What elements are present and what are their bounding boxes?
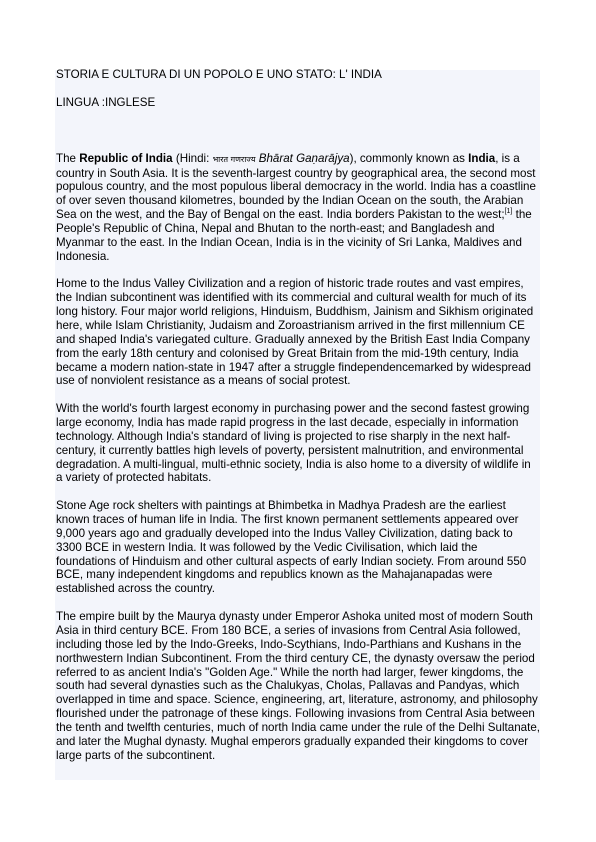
intro-body-2: the People's Republic of China, Nepal and Bhutan to the north-east; and Bangladesh and Myanmar to the east. In the Indian Ocean, India is in the vicinity of Sri Lanka, Maldives and Indonesia. [56,208,532,263]
india-bold: India [468,151,496,165]
language-line: LINGUA :INGLESE [56,95,156,109]
intro-the: The [56,151,80,165]
paragraph-prehistory: Stone Age rock shelters with paintings at Bhimbetka in Madhya Pradesh are the earliest known traces of human life in India. The first known permanent settlements appeared over 9,000 years ago and gradually developed into the Indus Valley Civilization, dating back to 3300 BCE in western India. It was followed by the Vedic Civilisation, which laid the foundations of Hinduism and other cultural aspects of early Indian society. From around 550 BCE, many independent kingdoms and republics known as the Mahajanapadas were established across the country. [56,499,527,596]
intro-body-1: a country in South Asia. It is the seventh-largest country by geographical area, the second most populous country, and the most populous liberal democracy in the world. India has a coastline of over seven thousand kilometres, bounded by the Indian Ocean on the south, the Arabian Sea on the west, and the Bay of Bengal on the east. India borders Pakistan to the west; [56,151,536,222]
republic-of-india-bold: Republic of India [79,151,173,165]
hindi-script: भारत गणराज्य [212,154,256,164]
paragraph-history: Home to the Indus Valley Civilization and a region of historic trade routes and vast empires, the Indian subcontinent was identified with its commercial and cultural wealth for much of its long history. Four major world religions, Hinduism, Buddhism, Jainism and Sikhism originated here, while Islam Christianity, Judaism and Zoroastrianism arrived in the first millennium CE and shaped India's variegated culture. Gradually annexed by the British East India Company from the early 18th century and colonised by Great Britain from the mid-19th century, India became a modern nation-state in 1947 after a struggle findependencemarked by widespread use of nonviolent resistance as a means of social protest. [56,277,534,388]
paragraph-economy: With the world's fourth largest economy in purchasing power and the second fastest growing large economy, India has made rapid progress in the last decade, especially in information technology. Although India's standard of living is projected to rise sharply in the next half-century, it currently battles high levels of poverty, persistent malnutrition, and environmental degradation. A multi-lingual, multi-ethnic society, India is also home to a diversity of wildlife in a variety of protected habitats. [56,402,531,485]
intro-paragraph [56,152,540,264]
transliteration: Bhārat Gaṇarājya [255,151,350,165]
intro-is: , is [495,151,511,165]
commonly-known: ), commonly known as [349,151,469,165]
footnote-ref[interactable]: [1] [504,208,513,216]
document-body [56,68,540,762]
paragraph-empires: The empire built by the Maurya dynasty under Emperor Ashoka united most of modern South Asia in third century BCE. From 180 BCE, a series of invasions from Central Asia followed, including those led by the Indo-Greeks, Indo-Scythians, Indo-Parthians and Kushans in the northwestern Indian Subcontinent. From the third century CE, the dynasty oversaw the period referred to as ancient India's "Golden Age." While the north had larger, fewer kingdoms, the south had several dynasties such as the Chalukyas, Cholas, Pallavas and Pandyas, which overlapped in time and space. Science, engineering, art, literature, astronomy, and philosophy flourished under the patronage of these kings. Following invasions from Central Asia between the tenth and twelfth centuries, much of north India came under the rule of the Delhi Sultanate, and later the Mughal dynasty. Mughal emperors gradually expanded their kingdoms to cover large parts of the subcontinent. [56,610,541,762]
document-title: STORIA E CULTURA DI UN POPOLO E UNO STATO: L' INDIA [56,68,382,81]
hindi-open: (Hindi: [172,151,213,165]
